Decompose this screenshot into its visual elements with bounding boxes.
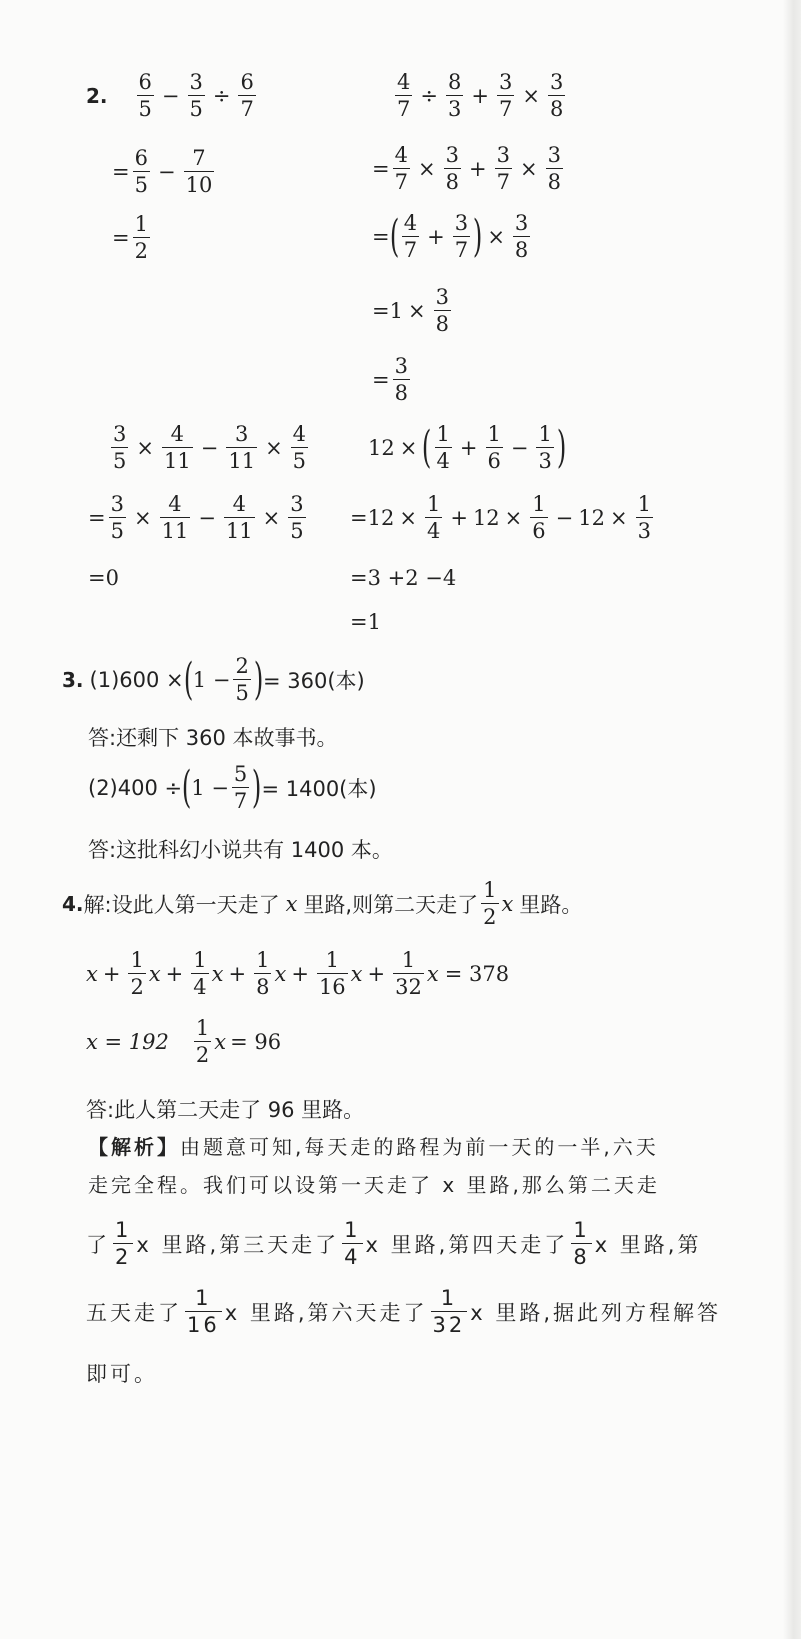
p3-line-1: 3. (1)600 × ( 1 − $\frac{2}{5}$ ) = 360(本) — [62, 654, 365, 705]
analysis-tag: 【解析】 — [88, 1135, 180, 1159]
fraction: $\frac{3}{5}$ — [110, 492, 124, 543]
p4-answer: 答:此人第二天走了 96 里路。 — [86, 1098, 365, 1122]
fraction: $\frac{7}{10}$ — [185, 146, 213, 197]
p2-right-line-4: = 1 × $\frac{3}{8}$ — [372, 285, 449, 336]
fraction: $\frac{6}{7}$ — [240, 70, 254, 121]
fraction: $\frac{4}{7}$ — [403, 211, 418, 262]
fraction: $\frac{1}{2}$ — [134, 212, 148, 263]
fraction: $\frac{8}{3}$ — [447, 70, 462, 121]
fraction: $\frac{5}{7}$ — [233, 762, 248, 813]
fraction: $\frac{1}{3}$ — [637, 492, 651, 543]
fraction: $\frac{6}{5}$ — [138, 70, 152, 121]
fraction: $\frac{1}{16}$ — [187, 1286, 220, 1337]
p2-d-line-4: = 1 — [350, 610, 381, 634]
fraction: $\frac{1}{32}$ — [395, 948, 422, 999]
fraction: $\frac{4}{11}$ — [163, 422, 191, 473]
p2-c-line-2: = $\frac{3}{5}$ × $\frac{4}{11}$ − $\frac{4}{11}$ × $\frac{3}{5}$ — [88, 492, 304, 543]
fraction: $\frac{3}{11}$ — [228, 422, 256, 473]
p2-d-line-1: 12 × ( $\frac{1}{4}$ + $\frac{1}{6}$ − $\frac{1}{3}$ ) — [368, 422, 567, 473]
fraction: $\frac{1}{3}$ — [538, 422, 552, 473]
fraction: $\frac{1}{2}$ — [115, 1218, 132, 1269]
fraction: $\frac{3}{8}$ — [445, 143, 459, 194]
p2-right-line-3: = ( $\frac{4}{7}$ + $\frac{3}{7}$ ) × $\frac{3}{8}$ — [372, 211, 529, 262]
fraction: $\frac{1}{2}$ — [195, 1016, 210, 1067]
problem-number: 2. — [86, 84, 108, 108]
page-edge-shadow — [783, 0, 801, 1639]
fraction: $\frac{1}{6}$ — [487, 422, 501, 473]
fraction: $\frac{1}{4}$ — [193, 948, 207, 999]
p2-c-line-1: $\frac{3}{5}$ × $\frac{4}{11}$ − $\frac{3}{11}$ × $\frac{4}{5}$ — [113, 422, 307, 473]
fraction: $\frac{4}{11}$ — [225, 492, 253, 543]
fraction: $\frac{3}{7}$ — [498, 70, 513, 121]
problem-number: 3. — [62, 668, 84, 692]
p2-line-1: 2. $\frac{6}{5}$ − $\frac{3}{5}$ ÷ $\frac{6}{7}$ — [86, 70, 254, 121]
fraction: $\frac{3}{8}$ — [394, 354, 408, 405]
p2-d-line-2: = 12 × $\frac{1}{4}$ + 12 × $\frac{1}{6}$ − 12 × $\frac{1}{3}$ — [350, 492, 651, 543]
analysis-text: 由题意可知,每天走的路程为前一天的一半,六天走完全程。我们可以设第一天走了 x 里路,那么第二天走 — [88, 1135, 660, 1197]
p4-solution: x = 192 $\frac{1}{2}$ x = 96 — [86, 1016, 282, 1067]
p4-equation: x + $\frac{1}{2}$ x + $\frac{1}{4}$ x + $\frac{1}{8}$ x + $\frac{1}{16}$ x + $\frac{1}{32}$ x = 378 — [86, 948, 510, 999]
fraction: $\frac{4}{5}$ — [292, 422, 307, 473]
fraction: $\frac{3}{5}$ — [290, 492, 304, 543]
p2-d-line-3: = 3 +2 −4 — [350, 566, 457, 590]
p2-line-2: = $\frac{6}{5}$ − $\frac{7}{10}$ — [112, 146, 213, 197]
fraction: $\frac{3}{8}$ — [435, 285, 449, 336]
fraction: $\frac{1}{4}$ — [426, 492, 441, 543]
fraction: $\frac{3}{8}$ — [547, 143, 561, 194]
analysis-line-4: 五天走了 $\frac{1}{16}$ x 里路,第六天走了 $\frac{1}{32}$ x 里路,据此列方程解答 — [86, 1286, 722, 1337]
fraction: $\frac{1}{8}$ — [256, 948, 270, 999]
p2-right-line-2: = $\frac{4}{7}$ × $\frac{3}{8}$ + $\frac{3}{7}$ × $\frac{3}{8}$ — [372, 143, 561, 194]
fraction: $\frac{4}{7}$ — [394, 143, 408, 194]
analysis-paragraph — [88, 1128, 678, 1204]
fraction: $\frac{3}{7}$ — [496, 143, 510, 194]
p3-answer-2: 答:这批科幻小说共有 1400 本。 — [88, 838, 393, 862]
fraction: $\frac{1}{32}$ — [432, 1286, 466, 1337]
fraction: $\frac{6}{5}$ — [134, 146, 148, 197]
p2-right-line-5: = $\frac{3}{8}$ — [372, 354, 408, 405]
fraction: $\frac{1}{6}$ — [532, 492, 546, 543]
fraction: $\frac{4}{11}$ — [161, 492, 189, 543]
fraction: $\frac{1}{4}$ — [344, 1218, 361, 1269]
fraction: $\frac{4}{7}$ — [397, 70, 411, 121]
problem-number: 4. — [62, 892, 84, 916]
fraction: $\frac{1}{16}$ — [318, 948, 346, 999]
analysis-line-5: 即可。 — [86, 1362, 158, 1386]
fraction: $\frac{3}{8}$ — [549, 70, 564, 121]
fraction: $\frac{1}{2}$ — [483, 878, 497, 929]
p3-answer-1: 答:还剩下 360 本故事书。 — [88, 726, 338, 750]
fraction: $\frac{3}{5}$ — [113, 422, 127, 473]
p2-c-line-3: = 0 — [88, 566, 119, 590]
fraction: $\frac{3}{7}$ — [454, 211, 469, 262]
analysis-line-3: 了 $\frac{1}{2}$ x 里路,第三天走了 $\frac{1}{4}$ x 里路,第四天走了 $\frac{1}{8}$ x 里路,第 — [86, 1218, 702, 1269]
p2-right-line-1: $\frac{4}{7}$ ÷ $\frac{8}{3}$ + $\frac{3}{7}$ × $\frac{3}{8}$ — [397, 70, 564, 121]
p4-intro: 4. 解:设此人第一天走了 x 里路,则第二天走了 $\frac{1}{2}$ x 里路。 — [62, 878, 583, 929]
fraction: $\frac{3}{8}$ — [514, 211, 529, 262]
fraction: $\frac{3}{5}$ — [189, 70, 203, 121]
fraction: $\frac{1}{4}$ — [436, 422, 450, 473]
p2-line-3: = $\frac{1}{2}$ — [112, 212, 148, 263]
fraction: $\frac{1}{2}$ — [130, 948, 144, 999]
fraction: $\frac{2}{5}$ — [235, 654, 249, 705]
fraction: $\frac{1}{8}$ — [573, 1218, 590, 1269]
p3-line-2: (2)400 ÷ ( 1 − $\frac{5}{7}$ ) = 1400(本) — [88, 762, 377, 813]
